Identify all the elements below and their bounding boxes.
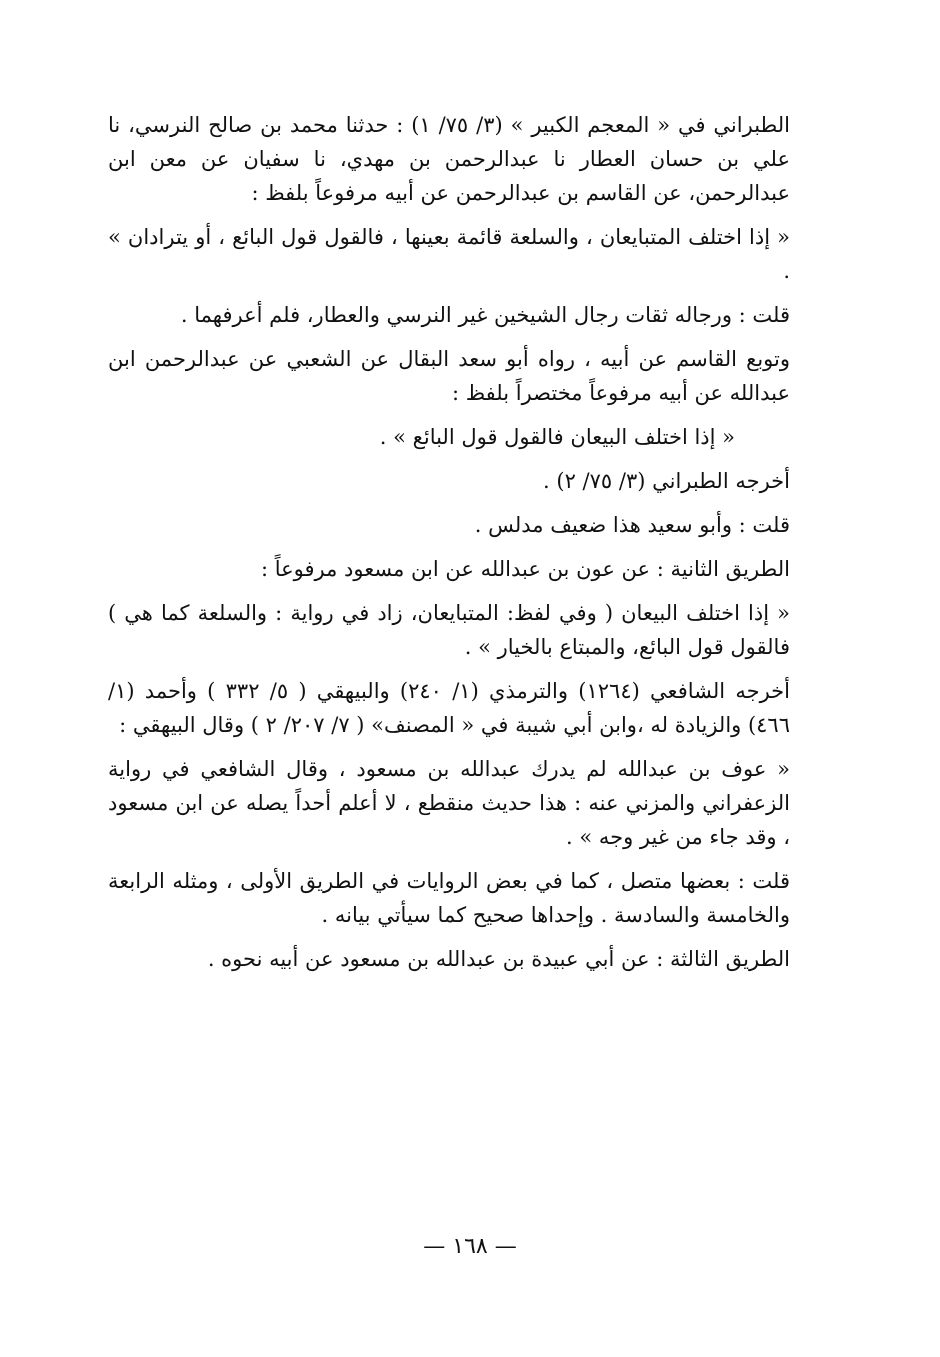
page-number: — ١٦٨ — <box>423 1234 517 1259</box>
page-body <box>108 108 790 1248</box>
paragraph-takhrij-shafii: أخرجه الشافعي (١٢٦٤) والترمذي (١/ ٢٤٠) والبيهقي ( ٥/ ٣٣٢ ) وأحمد (١/ ٤٦٦) والزيادة له ،وابن أبي شيبة في « المصنف» ( ٧/ ٢٠٧/ ٢ ) وقال البيهقي : <box>108 679 790 737</box>
paragraph-hadith-text-1: « إذا اختلف المتبايعان ، والسلعة قائمة بعينها ، فالقول قول البائع ، أو يترادان » . <box>108 225 790 283</box>
paragraph-second-route: الطريق الثانية : عن عون بن عبدالله عن ابن مسعود مرفوعاً : <box>260 557 790 581</box>
paragraph-takhrij-tabarani: أخرجه الطبراني (٣/ ٧٥/ ٢) . <box>543 469 790 493</box>
paragraph-tabarani-isnad: الطبراني في « المعجم الكبير » (٣/ ٧٥/ ١) : حدثنا محمد بن صالح النرسي، نا علي بن حسان العطار نا عبدالرحمن بن مهدي، نا سفيان عن معن ابن عبدالرحمن، عن القاسم بن عبدالرحمن عن أبيه مرفوعاً بلفظ : <box>108 113 790 205</box>
paragraph-hadith-text-2: « إذا اختلف البيعان فالقول قول البائع » . <box>379 425 735 449</box>
paragraph-hadith-text-3: « إذا اختلف البيعان ( وفي لفظ: المتبايعان، زاد في رواية : والسلعة كما هي ) فالقول قول البائع، والمبتاع بالخيار » . <box>108 601 790 659</box>
paragraph-comment-connected: قلت : بعضها متصل ، كما في بعض الروايات في الطريق الأولى ، ومثله الرابعة والخامسة والسادسة . وإحداها صحيح كما سيأتي بيانه . <box>108 869 790 927</box>
paragraph-comment-narrators: قلت : ورجاله ثقات رجال الشيخين غير النرسي والعطار، فلم أعرفهما . <box>180 303 790 327</box>
paragraph-bayhaqi-quote: « عوف بن عبدالله لم يدرك عبدالله بن مسعود ، وقال الشافعي في رواية الزعفراني والمزني عنه : هذا حديث منقطع ، لا أعلم أحداً يصله عن ابن مسعود ، وقد جاء من غير وجه » . <box>108 757 790 849</box>
paragraph-third-route: الطريق الثالثة : عن أبي عبيدة بن عبدالله بن مسعود عن أبيه نحوه . <box>207 947 790 971</box>
paragraph-corroboration: وتوبع القاسم عن أبيه ، رواه أبو سعد البقال عن الشعبي عن عبدالرحمن ابن عبدالله عن أبيه مرفوعاً مختصراً بلفظ : <box>108 347 790 405</box>
paragraph-comment-abu-said: قلت : وأبو سعيد هذا ضعيف مدلس . <box>474 513 790 537</box>
